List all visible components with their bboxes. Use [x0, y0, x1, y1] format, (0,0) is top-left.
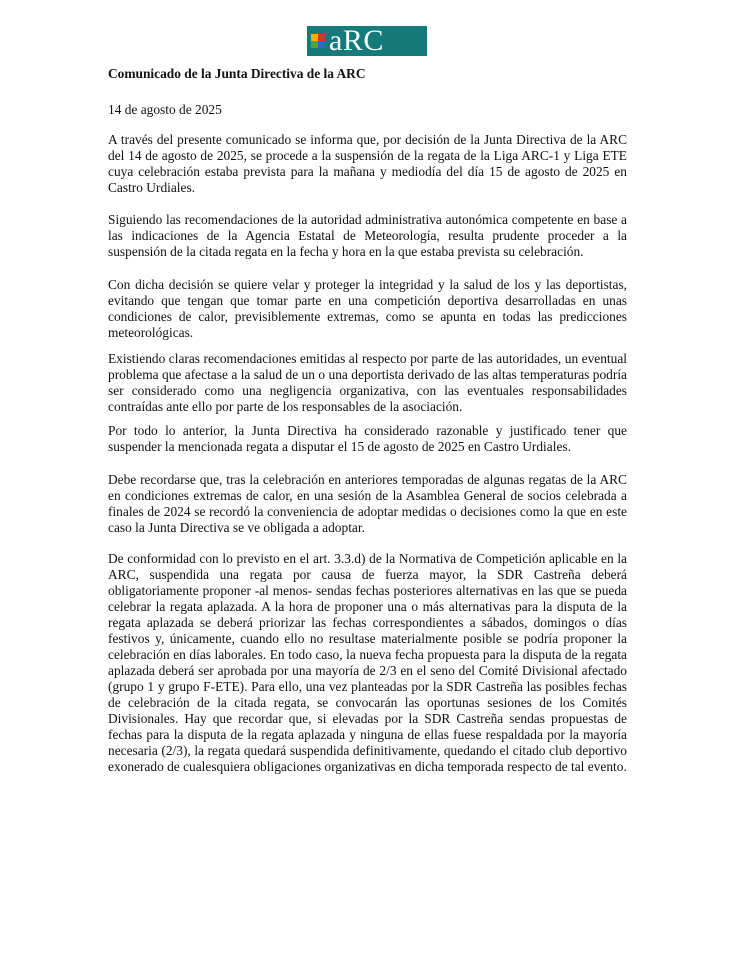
- logo-text: aRC: [329, 24, 384, 57]
- logo-square-red: [318, 34, 325, 41]
- paragraph-6: Debe recordarse que, tras la celebración en anteriores temporadas de algunas regatas de la ARC en condiciones extremas de calor, en una sesión de la Asamblea General de socios celebrada a finales de 2024 se recordó la conveniencia de adoptar medidas o decisiones como la que en este caso la Junta Directiva se ve obligada a adoptar.: [108, 472, 627, 535]
- paragraph-7: De conformidad con lo previsto en el art. 3.3.d) de la Normativa de Competición aplicable en la ARC, suspendida una regata por causa de fuerza mayor, la SDR Castreña deberá obligatoriamente proponer -al menos- sendas fechas posteriores alternativas en las que se pueda celebrar la regata aplazada. A la hora de proponer una o más alternativas para la disputa de la regata aplazada se deberá priorizar las fechas correspondientes a sábados, domingos o días festivos y, únicamente, cuando ello no resultase materialmente posible se podría proponer la celebración en días laborales. En todo caso, la nueva fecha propuesta para la disputa de la regata aplazada deberá ser aprobada por una mayoría de 2/3 en el seno del Comité Divisional afectado (grupo 1 y grupo F-ETE). Para ello, una vez planteadas por la SDR Castreña las posibles fechas de celebración de la citada regata, se convocarán las oportunas sesiones de los Comités Divisionales. Hay que recordar que, si elevadas por la SDR Castreña sendas propuestas de fechas para la disputa de la regata aplazada y ninguna de ellas fuese respaldada por la mayoría necesaria (2/3), la regata quedará suspendida definitivamente, quedando el citado club deportivo exonerado de cualesquiera obligaciones organizativas en dicha temporada respecto de tal evento.: [108, 551, 627, 774]
- logo-squares-icon: [311, 34, 325, 48]
- document-title: Comunicado de la Junta Directiva de la ARC: [108, 66, 366, 81]
- paragraph-4: Existiendo claras recomendaciones emitidas al respecto por parte de las autoridades, un eventual problema que afectase a la salud de un o una deportista derivado de las altas temperaturas podría ser considerado como una negligencia organizativa, con las eventuales responsabilidades contraídas ante ello por parte de los responsables de la asociación.: [108, 351, 627, 414]
- paragraph-1: A través del presente comunicado se informa que, por decisión de la Junta Directiva de la ARC del 14 de agosto de 2025, se procede a la suspensión de la regata de la Liga ARC-1 y Liga ETE cuya celebración estaba prevista para la mañana y mediodía del día 15 de agosto de 2025 en Castro Urdiales.: [108, 132, 627, 195]
- document-body: [108, 66, 627, 774]
- paragraph-5: Por todo lo anterior, la Junta Directiva ha considerado razonable y justificado tener que suspender la mencionada regata a disputar el 15 de agosto de 2025 en Castro Urdiales.: [108, 423, 627, 454]
- document-date: 14 de agosto de 2025: [108, 102, 222, 117]
- logo-square-yellow: [311, 34, 318, 41]
- paragraph-2: Siguiendo las recomendaciones de la autoridad administrativa autonómica competente en base a las indicaciones de la Agencia Estatal de Meteorología, resulta prudente proceder a la suspensión de la citada regata en la fecha y hora en la que estaba prevista su celebración.: [108, 212, 627, 259]
- paragraph-3: Con dicha decisión se quiere velar y proteger la integridad y la salud de los y las deportistas, evitando que tengan que tomar parte en una competición deportiva desarrolladas en unas condiciones de calor, previsiblemente extremas, como se apunta en todas las predicciones meteorológicas.: [108, 277, 627, 340]
- logo-square-blue: [318, 41, 325, 48]
- logo-square-green: [311, 41, 318, 48]
- arc-logo: [307, 26, 427, 56]
